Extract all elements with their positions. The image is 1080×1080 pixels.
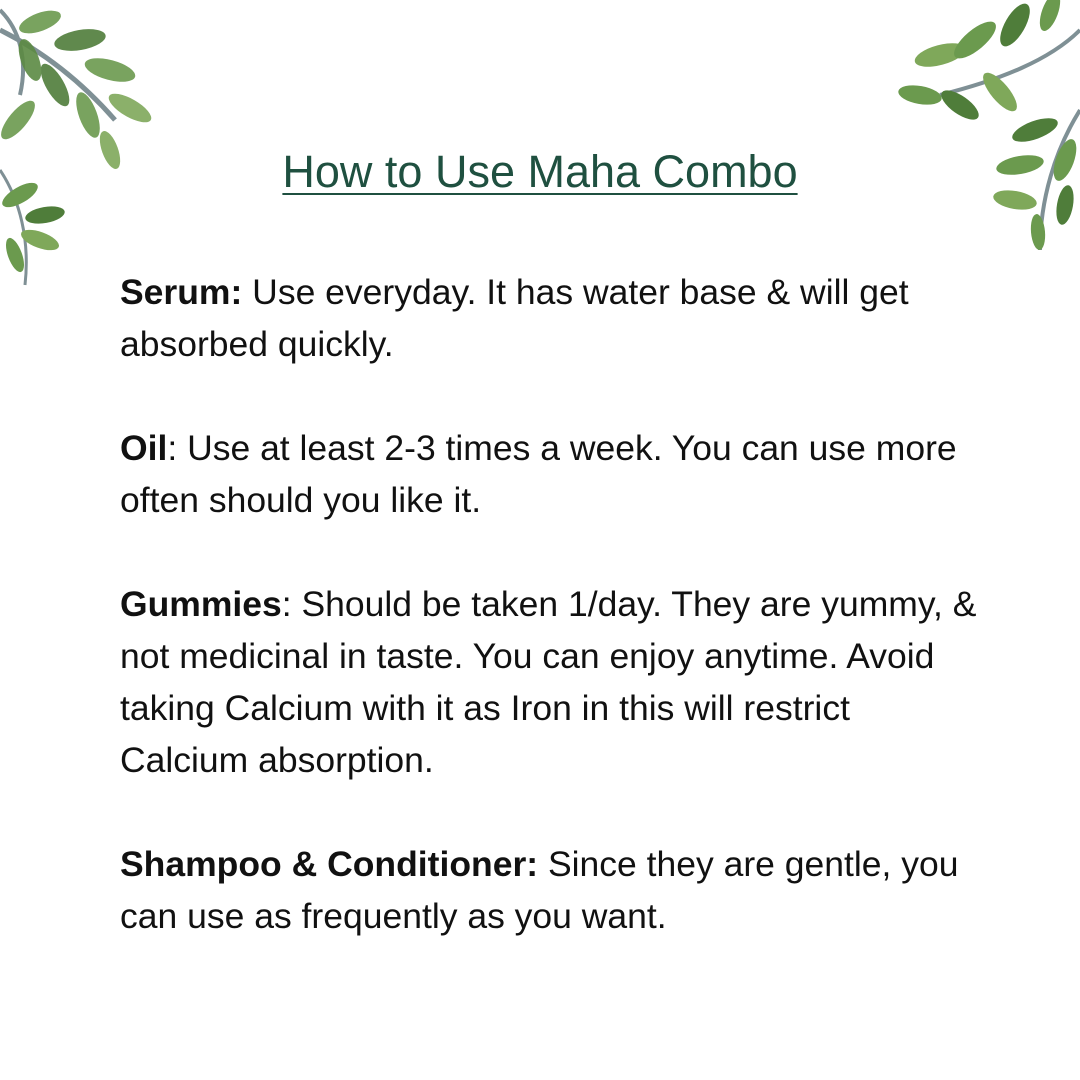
instructions-list — [120, 266, 980, 942]
gummies-label: Gummies — [120, 584, 282, 624]
serum-instruction — [120, 266, 980, 370]
oil-label: Oil — [120, 428, 168, 468]
oil-instruction — [120, 422, 980, 526]
gummies-text: : Should be taken 1/day. They are yummy, & not medicinal in taste. You can enjoy anytime. Avoid taking Calcium with it as Iron in this will restrict Calcium absorption. — [120, 584, 977, 780]
gummies-instruction — [120, 578, 980, 786]
shampoo-label: Shampoo & Conditioner: — [120, 844, 539, 884]
oil-text: : Use at least 2-3 times a week. You can use more often should you like it. — [120, 428, 957, 520]
serum-label: Serum: — [120, 272, 243, 312]
leaf-branch-top-right-icon — [880, 0, 1080, 260]
page-title: How to Use Maha Combo — [282, 146, 798, 197]
shampoo-text: Since they are gentle, you can use as frequently as you want. — [120, 844, 959, 936]
shampoo-instruction — [120, 838, 980, 942]
serum-text: Use everyday. It has water base & will get absorbed quickly. — [120, 272, 909, 364]
